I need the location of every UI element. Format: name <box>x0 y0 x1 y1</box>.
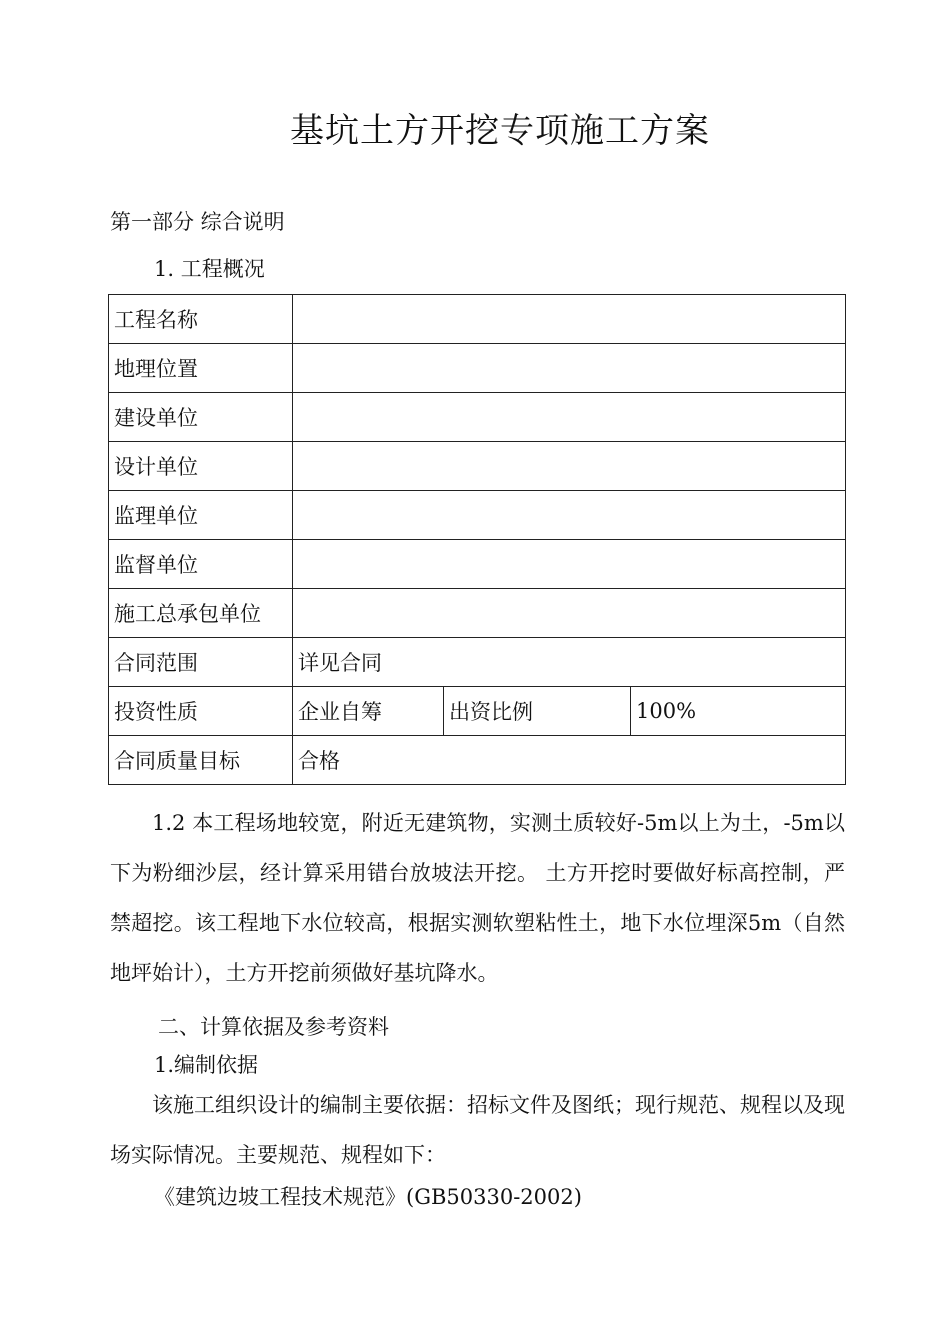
part-heading: 第一部分 综合说明 <box>110 210 285 234</box>
row-label: 地理位置 <box>109 344 293 393</box>
row-value <box>293 344 846 393</box>
row-label: 施工总承包单位 <box>109 589 293 638</box>
table-row <box>109 540 846 589</box>
row-value <box>293 589 846 638</box>
table-row <box>109 442 846 491</box>
paragraph-basis: 该施工组织设计的编制主要依据：招标文件及图纸；现行规范、规程以及现场实际情况。主要规范、规程如下： <box>110 1093 845 1167</box>
row-label: 监督单位 <box>109 540 293 589</box>
row-value <box>293 491 846 540</box>
row-value <box>293 393 846 442</box>
row-value <box>293 540 846 589</box>
ratio-value: 100% <box>631 687 846 736</box>
table-row <box>109 638 846 687</box>
document-title: 基坑土方开挖专项施工方案 <box>290 111 710 151</box>
row-label: 设计单位 <box>109 442 293 491</box>
table-row-quality <box>109 736 846 785</box>
subheading-compilation-basis: 1.编制依据 <box>154 1053 259 1077</box>
section-heading-overview: 1. 工程概况 <box>154 257 265 281</box>
spec-item: 《建筑边坡工程技术规范》(GB50330-2002) <box>154 1185 582 1209</box>
row-label: 工程名称 <box>109 295 293 344</box>
table-row <box>109 295 846 344</box>
table-row <box>109 344 846 393</box>
row-value <box>293 442 846 491</box>
row-label: 合同范围 <box>109 638 293 687</box>
row-label: 监理单位 <box>109 491 293 540</box>
table-row <box>109 589 846 638</box>
table-row <box>109 393 846 442</box>
quality-label: 合同质量目标 <box>109 736 293 785</box>
ratio-label: 出资比例 <box>444 687 631 736</box>
section-heading-basis: 二、计算依据及参考资料 <box>158 1015 389 1039</box>
table-row-investment <box>109 687 846 736</box>
table-row <box>109 491 846 540</box>
quality-value: 合格 <box>293 736 846 785</box>
project-overview-table <box>108 294 846 785</box>
paragraph-1-2: 1.2 本工程场地较宽，附近无建筑物，实测土质较好-5m以上为土，-5m以下为粉细沙层，经计算采用错台放坡法开挖。 土方开挖时要做好标高控制，严禁超挖。该工程地下水位较高，根据实测软塑粘性土，地下水位埋深5m（自然地坪始计），土方开挖前须做好基坑降水。 <box>110 811 845 985</box>
row-label: 建设单位 <box>109 393 293 442</box>
row-value <box>293 295 846 344</box>
investment-value: 企业自筹 <box>293 687 444 736</box>
investment-label: 投资性质 <box>109 687 293 736</box>
row-value: 详见合同 <box>293 638 846 687</box>
